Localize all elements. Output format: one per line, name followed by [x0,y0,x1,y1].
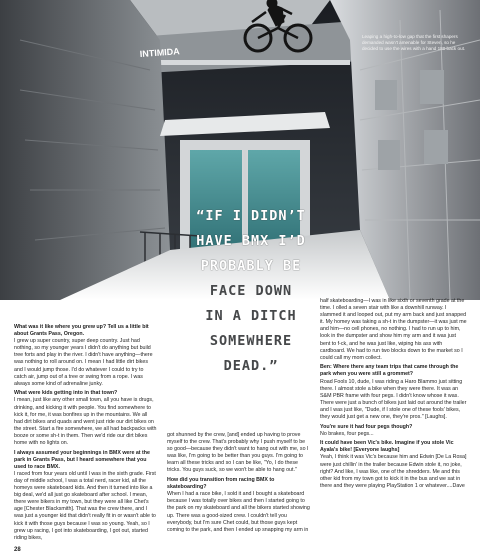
interview-question: How did you transition from racing BMX to skateboarding? [167,477,275,491]
pull-quote-line: HAVE BMX I’D [196,233,306,249]
pull-quote-line: FACE DOWN [209,283,293,299]
interview-question: What was it like where you grew up? Tell us a little bit about Grants Pass, Oregon. [14,324,149,338]
pull-quote-line: DEAD.” [223,358,279,374]
interview-question: You're sure it had four pegs though? [320,423,413,430]
pull-quote-line: PROBABLY BE [200,258,302,274]
pull-quote-line: “IF I DIDN’T [196,208,306,224]
interview-answer: I mean, just like any other small town, all you have is drugs, drinking, and kicking it with people. You find somewhere to kick it, for me, it was bonfires up in the mountains. We all had dirt bikes and quads and went just ride our dirt bikes on the street. Start a fire somewhere, we all had backpacks with booze or some sh-t in them. Then we'd ride our dirt bikes home with no lights on. [14,397,157,446]
photo-caption: Leaping a high-to-low gap that the first shapers demanded wasn't amenable for Steven, so he decided to use the wires with a hand 180 back out. [362,34,466,51]
interview-question: It could have been Vic's bike. Imagine if you stole Vic Ayala's bike! [Everyone laughs] [320,440,454,454]
interview-answer: Yeah, I think it was Vic's because him and Edwin [De La Rosa] were just chillin' in the trailer because Edwin stole it, no joke, right? And like, I was like, one of the shredders. Me and this other kid from my town got to kick it in the bus and we sat in there and they were playing PlayStation 1 or whatever....Dave [320,454,467,489]
interview-answer: No brakes, four pegs... [320,430,374,437]
pull-quote-line: SOMEWHERE [209,333,293,349]
interview-question: I always assumed your beginnings in BMX were at the park in Grants Pass, but I heard somewhere that you used to race BMX. [14,449,150,470]
interview-answer: Road Fools 10, dude, I was riding a Haro Blammo just sitting there. I almost stole a bike when they were there. It was an S&M PBR frame with four pegs. I didn't know whose it was. There were just a bunch of bikes just laid out around the trailer and I was just like, "Dude, if I stole one of these fools' bikes, they would just get a new one, they're pros." [Laughs]. [320,378,467,420]
interview-question: What were kids getting into in that town? [14,390,118,397]
interview-answer: half skateboarding—I was in like sixth or seventh grade at the time. I olled a seven stair with like a downhill runway. I slammed it and looped out, put my arm back and just snapped it. My homey was taking a sh-t in the dumpster—it was just me and him—no cell phones, no nothing. I had to run up to him, look in the dumpster and show him my arm and it was just bent to f-ck, and he was just like, wiping his ass with cardboard. We had to run two blocks down to the market so I could call my mom collect. [320,298,467,361]
interview-answer: got shunned by the crew, [and] ended up having to prove myself to the crew. That's probably why I push myself to be so good—because they didn't want to hang out with me, so I was like, I'm going to be better than you guys. I'm going to learn all these tricks and so I can be like, "Yo, I do these tricks. You guys suck, so we won't be able to hang out." [167,432,309,474]
pull-quote-line: IN A DITCH [205,308,297,324]
page-number: 28 [14,547,21,553]
interview-answer: When I had a race bike, I sold it and I bought a skateboard because I was totally over bikes and then I started going to the park on my skateboard and all the bikers started showing up. There was a good-sized crew. I couldn't tell you everybody, but I'm sure Chet could, but those guys kept coming to the park, and then I ended up snapping my arm in [167,491,310,533]
article-column-2 [167,432,310,534]
article-column-3 [320,298,467,490]
interview-answer: I grew up super country, super deep country. Just had nothing, so my younger years I didn't do anything but build tree forts and play in the river. I didn't have anything—there was nothing to roll around on. I mean I had little dirt bikes and I would jump those. I'd do whatever I could to try to catch air, jump out of a tree or swing from a rope. I was always some kind of adrenaline junky. [14,338,153,387]
building-sign: INTIMIDA [139,46,181,59]
pull-quote [176,204,326,379]
article-column-1 [14,324,157,542]
interview-question: Ben: Where there any team trips that came through the park when you were still a grommet? [320,364,459,378]
interview-answer: I raced from four years old until I was in the sixth grade. First day of middle school, I was a total nerd, racer kid, all the homeys were skateboard kids. And then it turned into like a big deal, we'd all just go skateboard after school. I mean, there were bikers in my town, but they were all like Chet's age [Chester Blacksmith]. That was the crew there, and I was just a younger kid that didn't really fit in or wasn't able to kick it with those guys because I was so young. Yeah, so I grew up racing, I got into skateboarding, I got out, started riding bikes, [14,470,156,541]
